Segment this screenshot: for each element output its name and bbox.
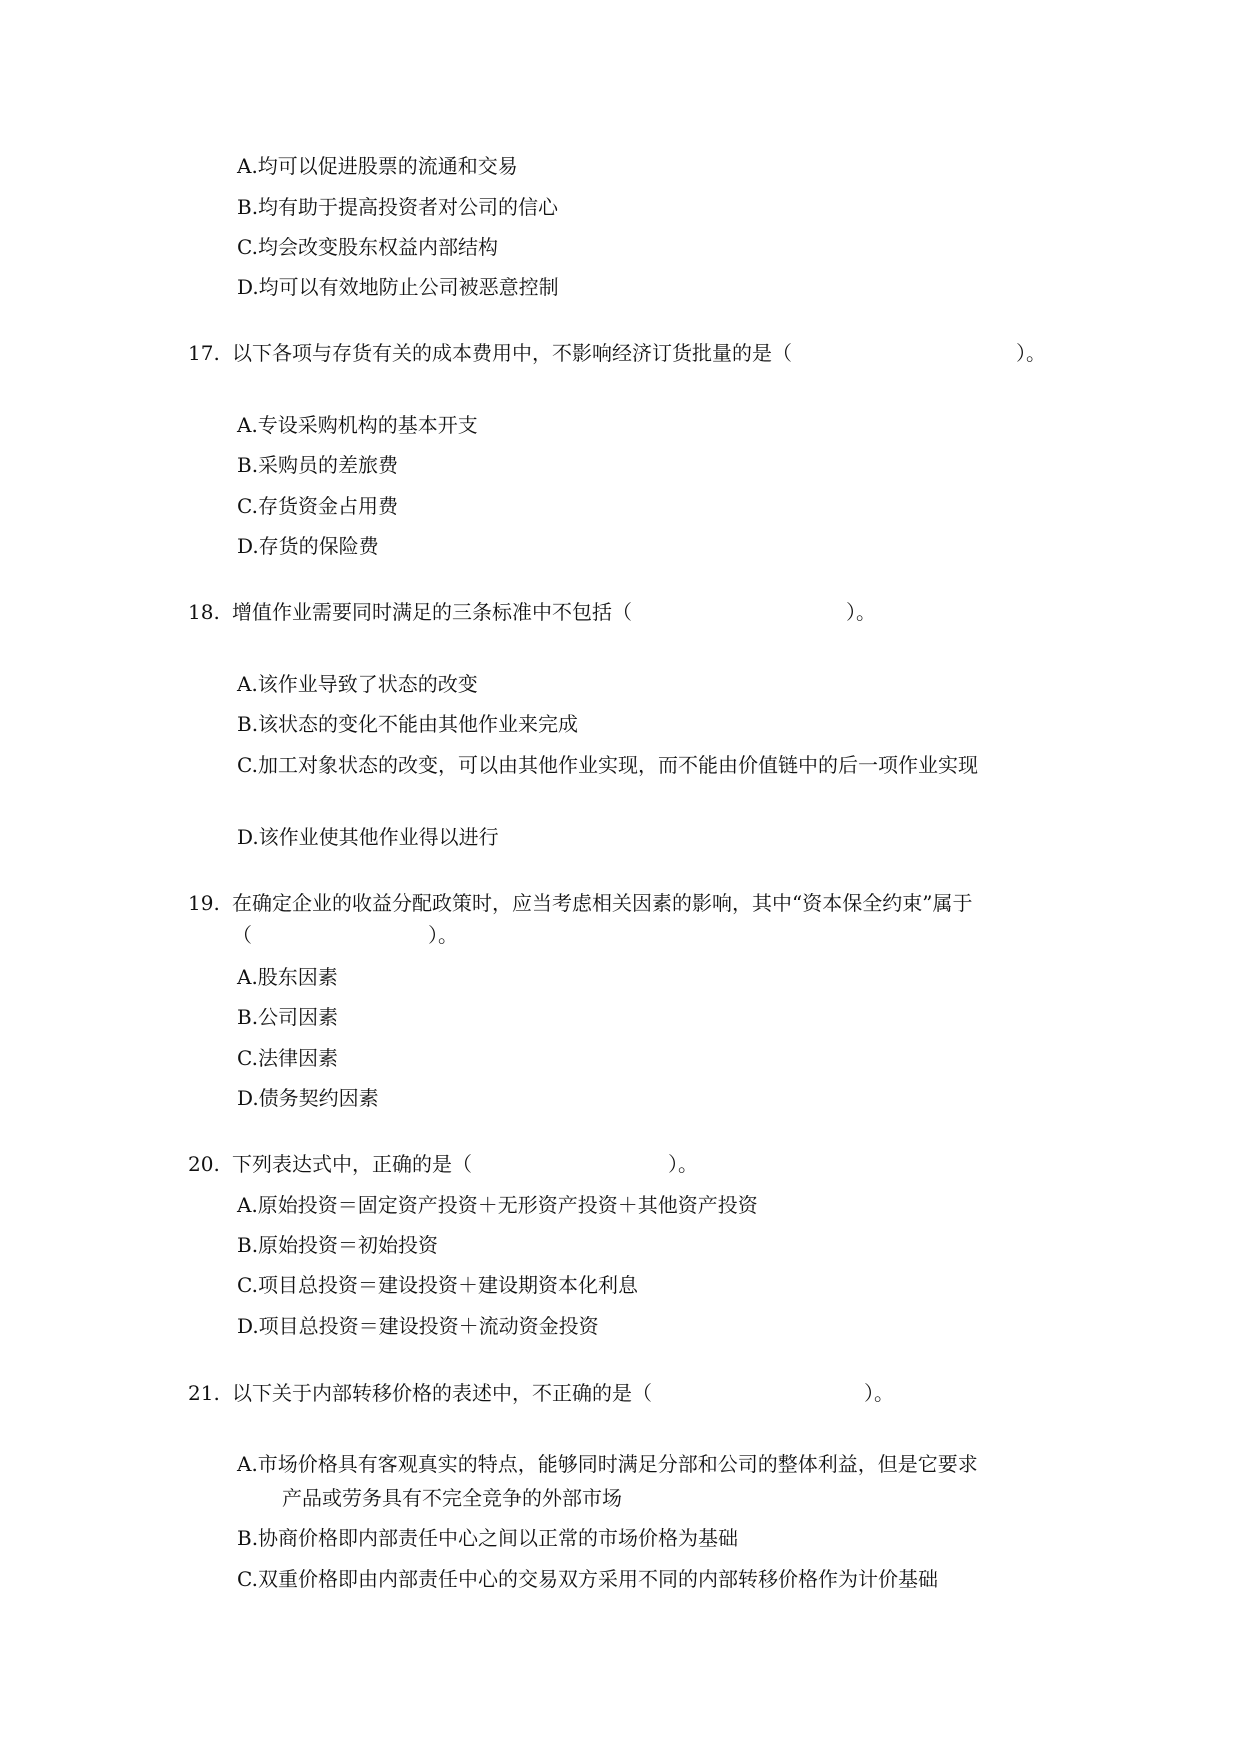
q21-close-paren: ）。: [864, 1381, 894, 1405]
q20-option-d: D.项目总投资＝建设投资＋流动资金投资: [237, 1314, 599, 1338]
q20-option-b: B.原始投资＝初始投资: [237, 1233, 439, 1257]
q16-option-b: B.均有助于提高投资者对公司的信心: [237, 195, 559, 219]
q18-option-b: B.该状态的变化不能由其他作业来完成: [237, 712, 579, 736]
q19-close-paren: ）。: [428, 923, 458, 947]
q20-stem: 下列表达式中，正确的是（: [232, 1152, 472, 1176]
q20-close-paren: ）。: [668, 1152, 698, 1176]
q19-option-a: A.股东因素: [237, 965, 338, 989]
q21-option-a: A.市场价格具有客观真实的特点，能够同时满足分部和公司的整体利益，但是它要求: [237, 1452, 978, 1476]
q16-option-a: A.均可以促进股票的流通和交易: [237, 154, 518, 178]
q16-option-c: C.均会改变股东权益内部结构: [237, 235, 498, 259]
q18-option-d: D.该作业使其他作业得以进行: [237, 825, 499, 849]
q19-option-b: B.公司因素: [237, 1005, 339, 1029]
q17-option-d: D.存货的保险费: [237, 534, 379, 558]
q19-option-c: C.法律因素: [237, 1046, 338, 1070]
q20-option-c: C.项目总投资＝建设投资＋建设期资本化利息: [237, 1273, 638, 1297]
q18-option-a: A.该作业导致了状态的改变: [237, 672, 478, 696]
q17-number: 17.: [188, 341, 220, 365]
q17-option-a: A.专设采购机构的基本开支: [237, 413, 478, 437]
q19-stem: 在确定企业的收益分配政策时，应当考虑相关因素的影响，其中“资本保全约束”属于: [232, 891, 973, 915]
q18-option-c: C.加工对象状态的改变，可以由其他作业实现，而不能由价值链中的后一项作业实现: [237, 753, 978, 777]
q17-option-b: B.采购员的差旅费: [237, 453, 399, 477]
q21-stem: 以下关于内部转移价格的表述中，不正确的是（: [232, 1381, 652, 1405]
q18-number: 18.: [188, 600, 220, 624]
q21-option-c: C.双重价格即由内部责任中心的交易双方采用不同的内部转移价格作为计价基础: [237, 1567, 938, 1591]
q21-option-a-continued: 产品或劳务具有不完全竞争的外部市场: [282, 1486, 622, 1510]
q16-option-d: D.均可以有效地防止公司被恶意控制: [237, 275, 559, 299]
q17-option-c: C.存货资金占用费: [237, 494, 398, 518]
q19-open-paren: （: [232, 923, 252, 947]
q20-number: 20.: [188, 1152, 220, 1176]
q17-stem: 以下各项与存货有关的成本费用中，不影响经济订货批量的是（: [232, 341, 792, 365]
q19-number: 19.: [188, 891, 220, 915]
q18-stem: 增值作业需要同时满足的三条标准中不包括（: [232, 600, 632, 624]
q18-close-paren: ）。: [846, 600, 876, 624]
q21-number: 21.: [188, 1381, 220, 1405]
q21-option-b: B.协商价格即内部责任中心之间以正常的市场价格为基础: [237, 1526, 739, 1550]
q20-option-a: A.原始投资＝固定资产投资＋无形资产投资＋其他资产投资: [237, 1193, 758, 1217]
q19-option-d: D.债务契约因素: [237, 1086, 379, 1110]
q17-close-paren: ）。: [1016, 341, 1046, 365]
